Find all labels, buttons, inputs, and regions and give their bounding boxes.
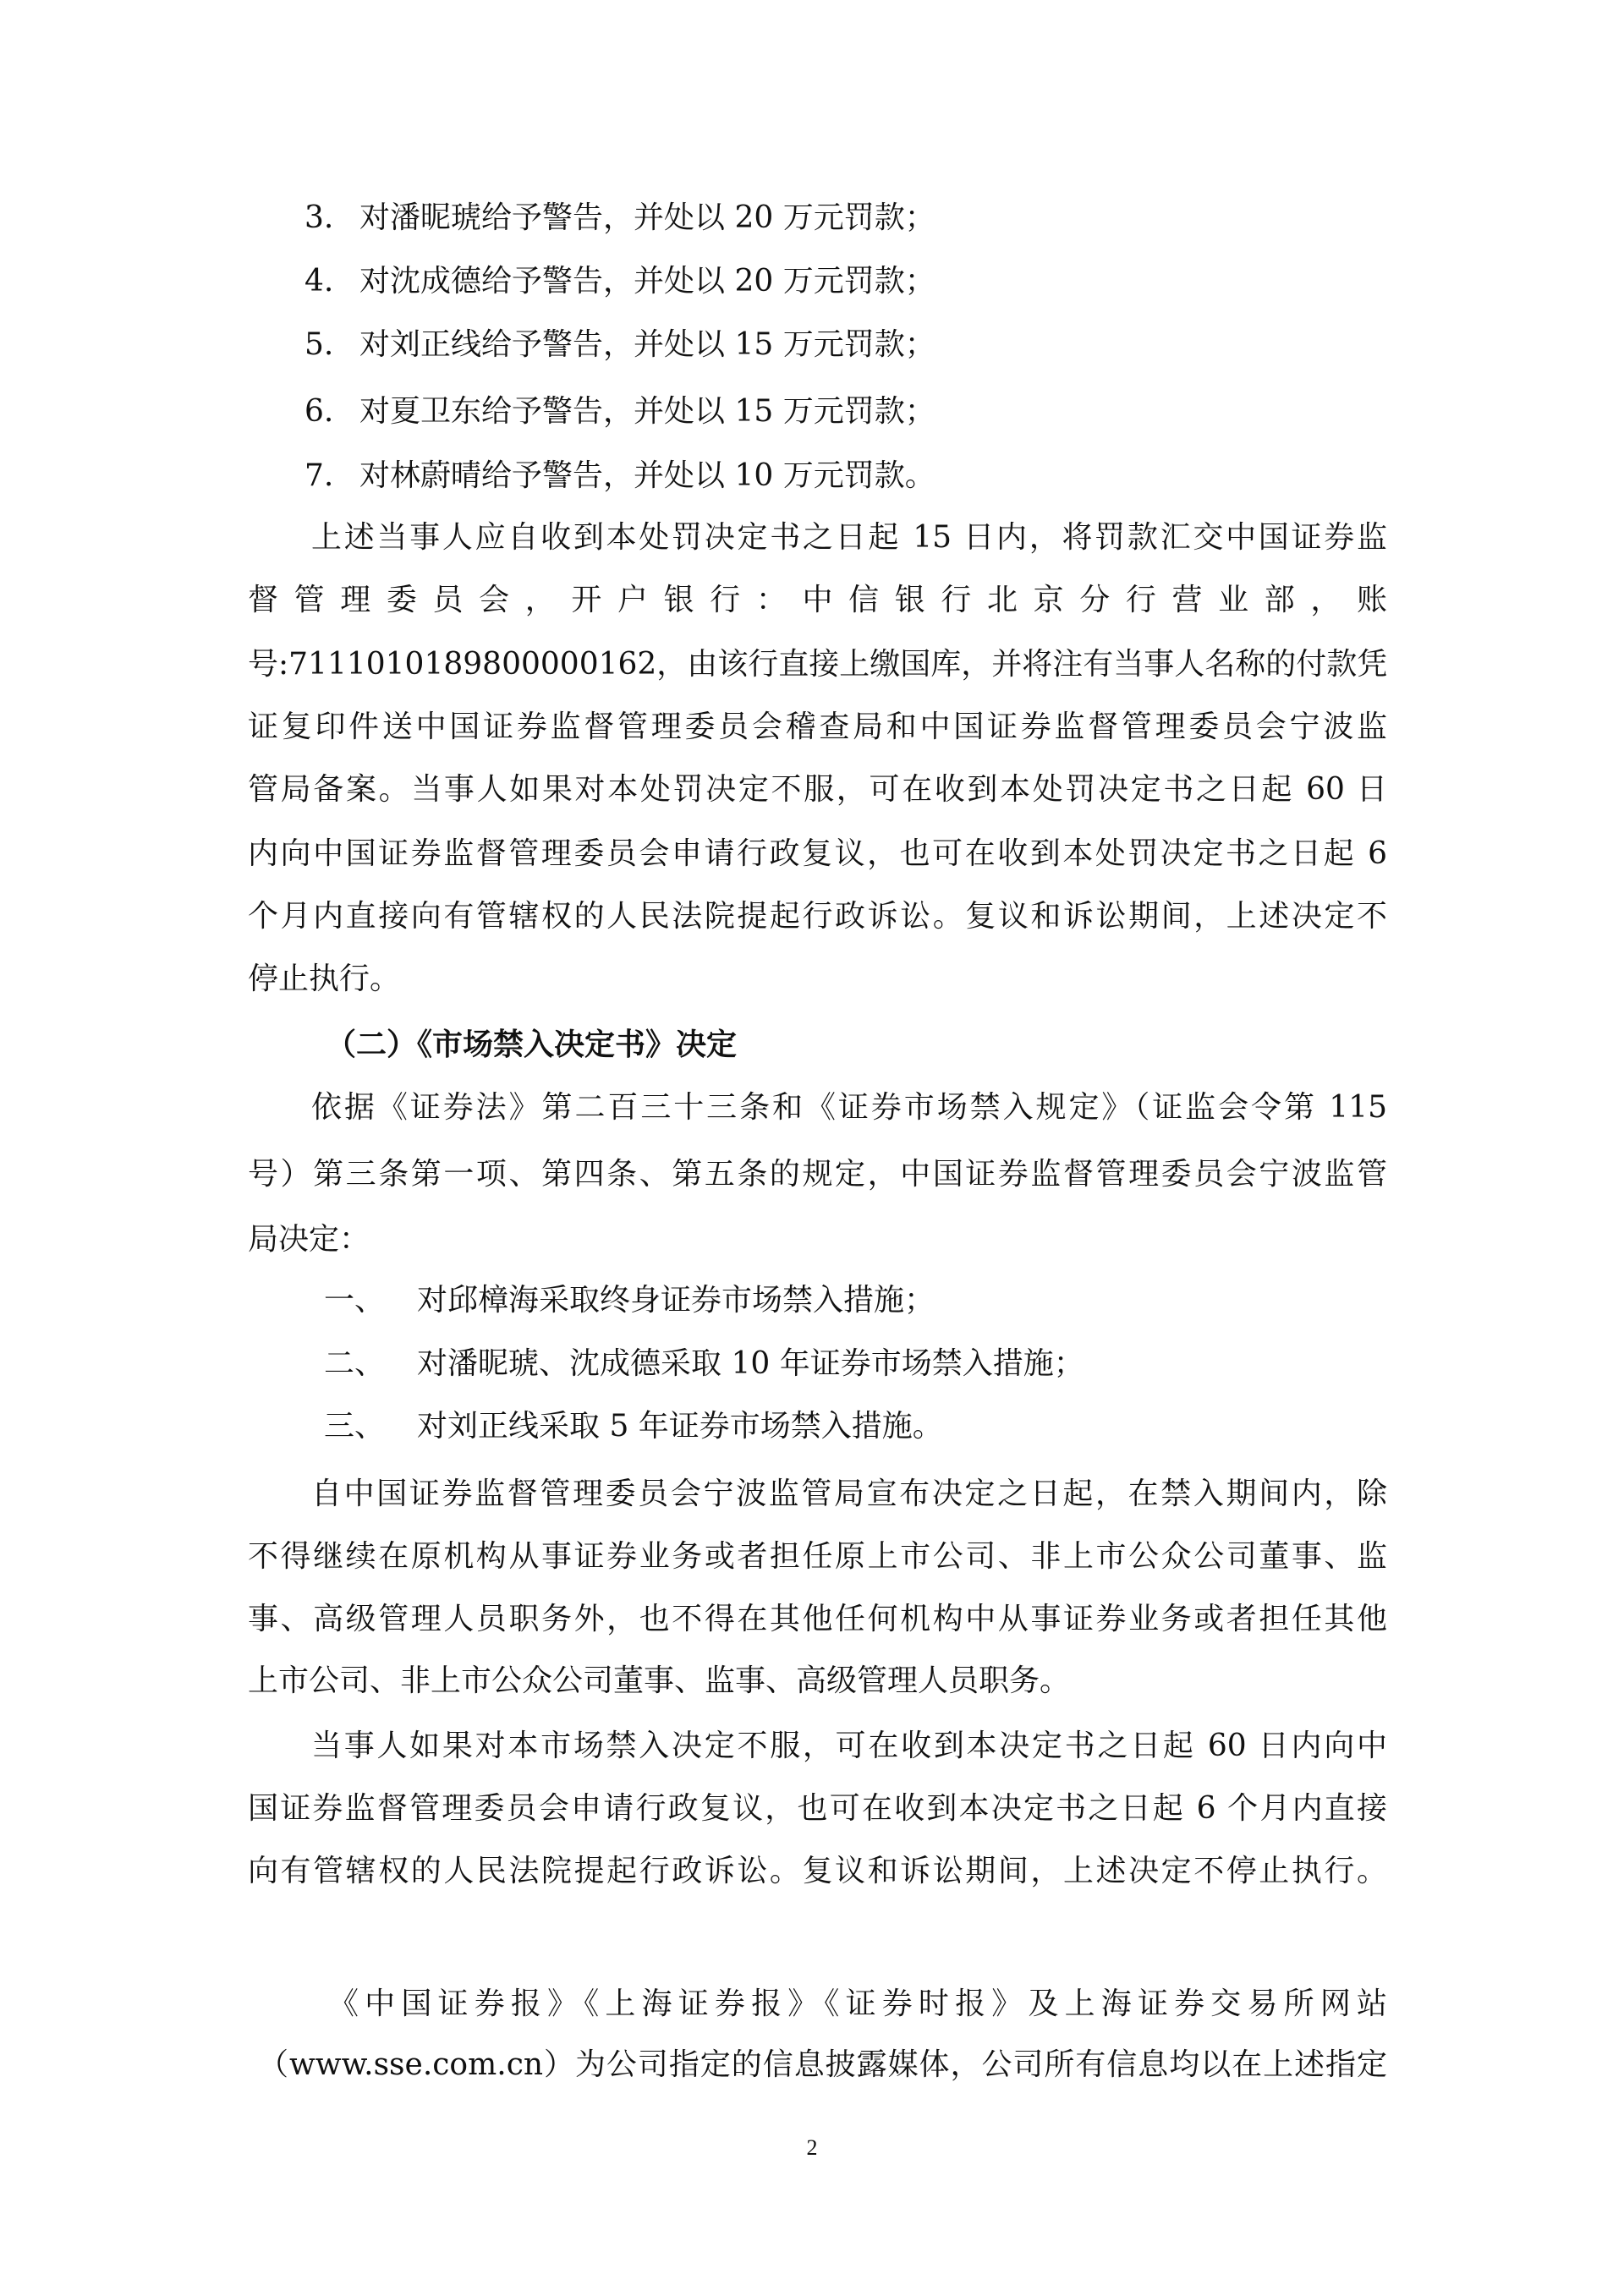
paragraph-line: 局决定：: [248, 1222, 370, 1257]
paragraph-line: 事、高级管理人员职务外，也不得在其他任何机构中从事证券业务或者担任其他: [248, 1602, 1387, 1636]
paragraph-line: 自中国证券监督管理委员会宁波监管局宣布决定之日起，在禁入期间内，除: [311, 1477, 1387, 1511]
ban-item-number: 二、: [324, 1346, 386, 1381]
paragraph-line: 上述当事人应自收到本处罚决定书之日起 15 日内，将罚款汇交中国证券监: [311, 520, 1387, 555]
paragraph-line: 督 管 理 委 员 会 ， 开 户 银 行 ： 中 信 银 行 北 京 分 行 营 业 部 ， 账: [248, 583, 1387, 617]
paragraph-line: 个月内直接向有管辖权的人民法院提起行政诉讼。复议和诉讼期间，上述决定不: [248, 899, 1387, 934]
penalty-item: [304, 250, 333, 313]
paragraph-line: 依据《证券法》第二百三十三条和《证券市场禁入规定》（证监会令第 115: [311, 1090, 1387, 1125]
page-number: 2: [806, 2135, 818, 2160]
penalty-item-text: 对潘昵琥给予警告，并处以 20 万元罚款；: [359, 200, 935, 235]
penalty-item: [304, 445, 333, 507]
penalty-item-text: 对刘正线给予警告，并处以 15 万元罚款；: [359, 327, 935, 362]
penalty-item-number: 4.: [304, 264, 334, 299]
paragraph-line: 《中国证券报》《上海证券报》《证券时报》及上海证券交易所网站: [328, 1986, 1387, 2021]
penalty-item-text: 对夏卫东给予警告，并处以 15 万元罚款；: [359, 394, 935, 429]
penalty-item-number: 7.: [304, 458, 334, 493]
paragraph-line: （www.sse.com.cn）为公司指定的信息披露媒体，公司所有信息均以在上述指定: [258, 2047, 1387, 2082]
paragraph-line: 证复印件送中国证券监督管理委员会稽查局和中国证券监督管理委员会宁波监: [248, 710, 1387, 744]
penalty-item-number: 6.: [304, 394, 334, 429]
paragraph-line: 上市公司、非上市公众公司董事、监事、高级管理人员职务。: [248, 1663, 1071, 1698]
ban-item-text: 对邱樟海采取终身证券市场禁入措施；: [417, 1283, 935, 1318]
paragraph-line: 国证券监督管理委员会申请行政复议，也可在收到本决定书之日起 6 个月内直接: [248, 1791, 1387, 1826]
paragraph-line: 停止执行。: [248, 962, 401, 996]
ban-item-text: 对刘正线采取 5 年证券市场禁入措施。: [417, 1409, 943, 1444]
paragraph-line: 当事人如果对本市场禁入决定不服，可在收到本决定书之日起 60 日内向中: [311, 1729, 1387, 1763]
penalty-item: [304, 381, 333, 443]
paragraph-line: 向有管辖权的人民法院提起行政诉讼。复议和诉讼期间，上述决定不停止执行。: [248, 1854, 1387, 1888]
penalty-item-text: 对沈成德给予警告，并处以 20 万元罚款；: [359, 264, 935, 299]
penalty-item-number: 3.: [304, 200, 334, 235]
penalty-item: [304, 187, 333, 249]
section-heading: （二）《市场禁入决定书》决定: [326, 1027, 738, 1062]
penalty-item: [304, 314, 333, 376]
penalty-item-number: 5.: [304, 327, 334, 362]
ban-item-text: 对潘昵琥、沈成德采取 10 年证券市场禁入措施；: [417, 1346, 1084, 1381]
paragraph-line: 管局备案。当事人如果对本处罚决定不服，可在收到本处罚决定书之日起 60 日: [248, 772, 1387, 807]
ban-item-number: 一、: [324, 1283, 386, 1318]
penalty-item-text: 对林蔚晴给予警告，并处以 10 万元罚款。: [359, 458, 935, 493]
ban-item-number: 三、: [324, 1409, 386, 1444]
paragraph-line: 不得继续在原机构从事证券业务或者担任原上市公司、非上市公众公司董事、监: [248, 1539, 1387, 1574]
paragraph-line: 号）第三条第一项、第四条、第五条的规定，中国证券监督管理委员会宁波监管: [248, 1157, 1387, 1192]
paragraph-line: 号:7111010189800000162，由该行直接上缴国库，并将注有当事人名称的付款凭: [248, 647, 1388, 682]
paragraph-line: 内向中国证券监督管理委员会申请行政复议，也可在收到本处罚决定书之日起 6: [248, 836, 1387, 871]
